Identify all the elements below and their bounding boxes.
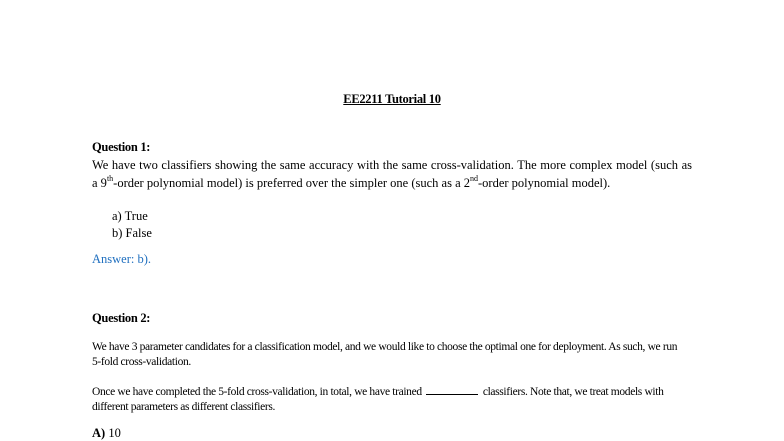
- superscript-nd: nd: [470, 173, 478, 183]
- question-1-answer: Answer: b).: [92, 252, 152, 266]
- question-2-paragraph-2-before: Once we have completed the 5-fold cross-validation, in total, we have trained: [92, 386, 422, 398]
- question-2-option-a-value: 10: [108, 426, 121, 440]
- question-2-option-a-label: A): [92, 426, 106, 440]
- question-1-text-part1: We have two classifiers showing the same accuracy with the same cross-validation. The more complex model (such as a 9: [92, 158, 692, 190]
- question-2-paragraph-2: [92, 383, 692, 415]
- question-1-heading: Question 1:: [92, 140, 151, 154]
- question-2-heading: Question 2:: [92, 311, 151, 325]
- question-2-option-a: [92, 426, 692, 441]
- question-2-paragraph-1: We have 3 parameter candidates for a classification model, and we would like to choose the optimal one for deployment. As such, we run 5-fold cross-validation.: [92, 341, 678, 368]
- question-1-option-a: a) True: [112, 209, 148, 223]
- question-2-paragraph-2-after: classifiers. Note that, we treat models with different parameters as different classifiers.: [92, 386, 664, 413]
- question-1-text-part2: -order polynomial model) is preferred over the simpler one (such as a 2: [113, 176, 470, 190]
- question-1-text: [92, 156, 692, 192]
- superscript-th: th: [106, 173, 114, 183]
- page-title: EE2211 Tutorial 10: [343, 92, 441, 106]
- question-1-text-part3: -order polynomial model).: [478, 176, 611, 190]
- answer-blank: [426, 383, 478, 395]
- question-1-option-b: b) False: [112, 226, 152, 240]
